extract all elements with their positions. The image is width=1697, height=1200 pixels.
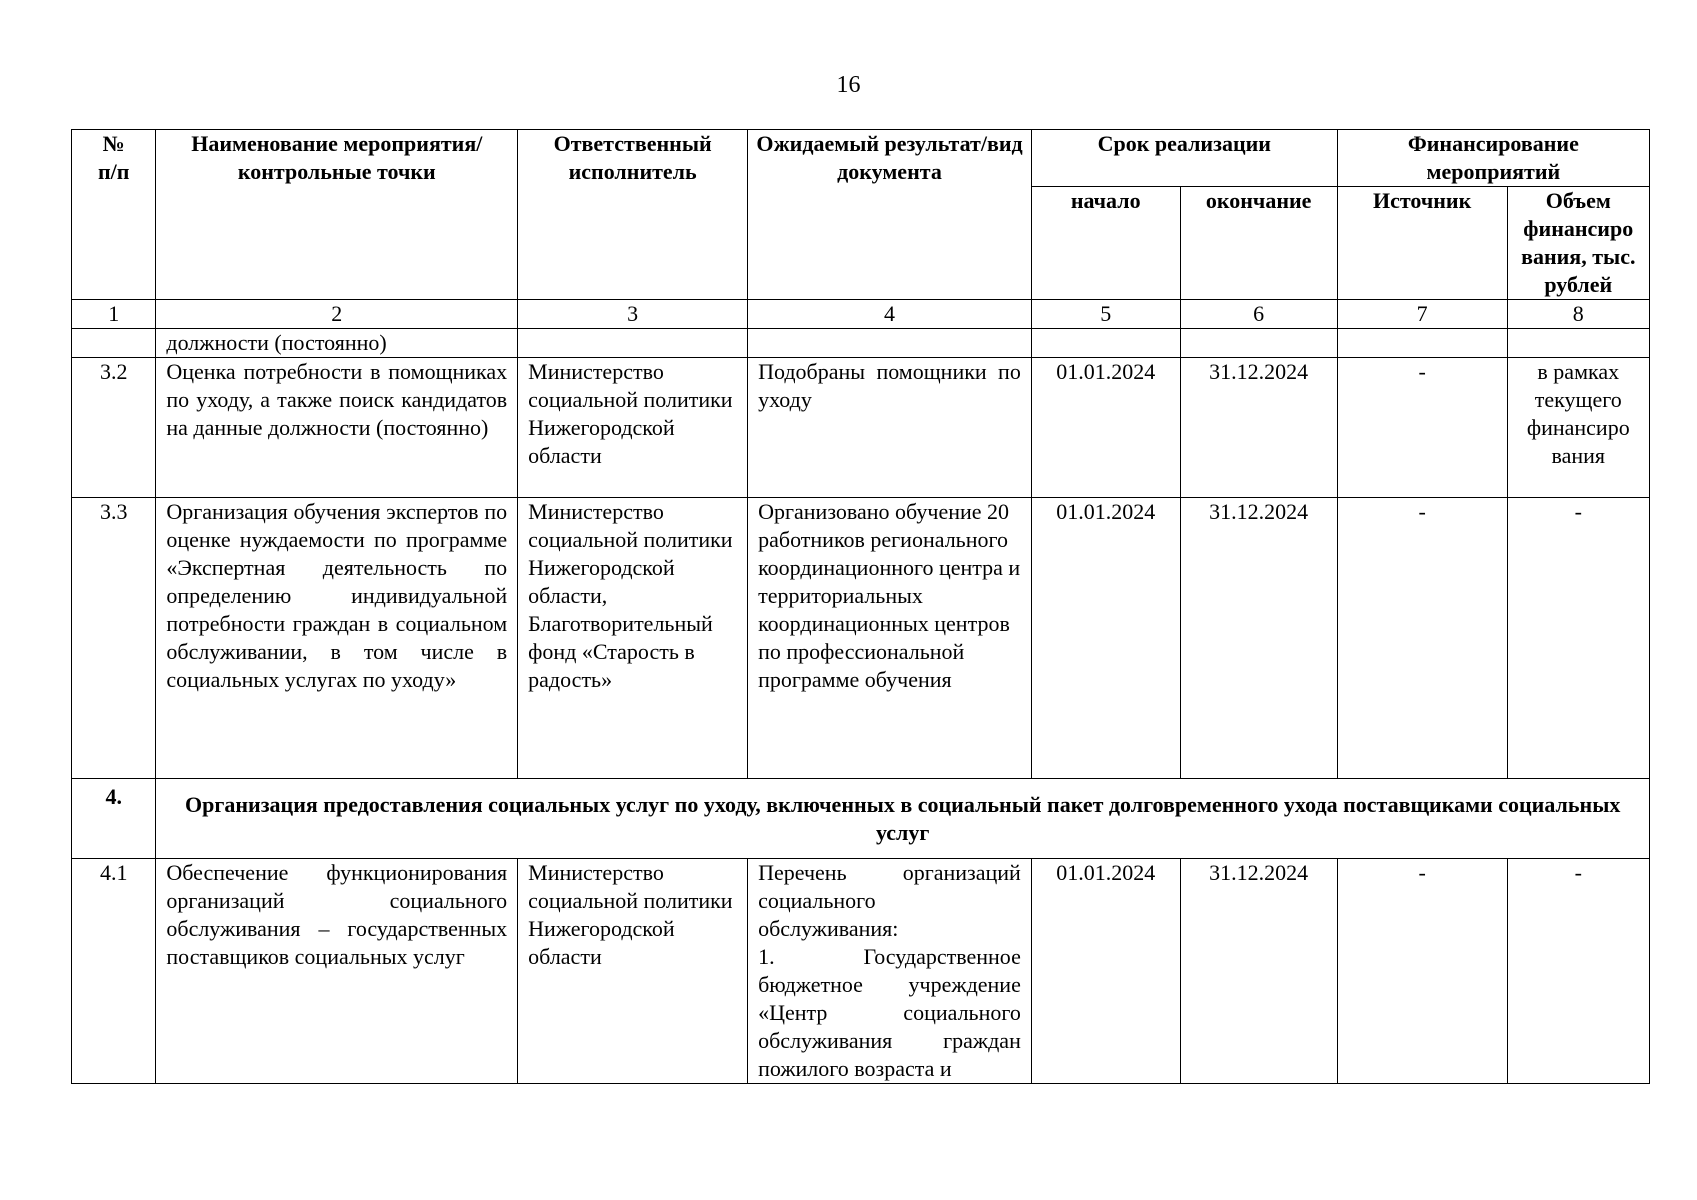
header-start: начало [1031, 187, 1180, 300]
row-name: Организация обучения экспертов по оценке нуждаемости по программе «Экспертная деятельность по определению индивидуальной потребности граждан в социальном обслуживании, в том числе в социальных услугах по уходу» [156, 498, 518, 779]
row-num: 3.2 [72, 358, 156, 498]
row-executor: Министерство социальной политики Нижегородской области, Благотворительный фонд «Старость в радость» [518, 498, 748, 779]
row-source: - [1337, 498, 1507, 779]
row-volume: - [1507, 498, 1649, 779]
row-end: 31.12.2024 [1180, 498, 1337, 779]
column-number: 4 [748, 300, 1032, 329]
row-start: 01.01.2024 [1031, 859, 1180, 1084]
row-end: 31.12.2024 [1180, 859, 1337, 1084]
column-number: 3 [518, 300, 748, 329]
row-executor: Министерство социальной политики Нижегородской области [518, 859, 748, 1084]
header-executor: Ответственный исполнитель [518, 130, 748, 300]
header-name: Наименование мероприятия/ контрольные точки [156, 130, 518, 300]
header-source: Источник [1337, 187, 1507, 300]
section-row-4 [72, 779, 1650, 859]
row-end: 31.12.2024 [1180, 358, 1337, 498]
column-number: 6 [1180, 300, 1337, 329]
activities-table [71, 129, 1650, 1084]
row-source: - [1337, 859, 1507, 1084]
row-result: Перечень организаций социального обслуживания: 1. Государственное бюджетное учреждение «Центр социального обслуживания граждан пожилого возраста и [748, 859, 1032, 1084]
continuation-row [72, 329, 1650, 358]
row-source: - [1337, 358, 1507, 498]
table-row-3-2 [72, 358, 1650, 498]
row-num: 3.3 [72, 498, 156, 779]
section-number: 4. [72, 779, 156, 859]
row-start: 01.01.2024 [1031, 498, 1180, 779]
column-number: 5 [1031, 300, 1180, 329]
header-result: Ожидаемый результат/вид документа [748, 130, 1032, 300]
header-financing: Финансирование мероприятий [1337, 130, 1649, 187]
header-term: Срок реализации [1031, 130, 1337, 187]
row-volume: - [1507, 859, 1649, 1084]
row-executor: Министерство социальной политики Нижегородской области [518, 358, 748, 498]
header-end: окончание [1180, 187, 1337, 300]
column-number: 7 [1337, 300, 1507, 329]
column-number: 8 [1507, 300, 1649, 329]
column-number: 1 [72, 300, 156, 329]
page-number: 16 [836, 72, 861, 98]
column-number: 2 [156, 300, 518, 329]
column-numbers-row [72, 300, 1650, 329]
table-row-3-3 [72, 498, 1650, 779]
row-result: Подобраны помощники по уходу [748, 358, 1032, 498]
row-result: Организовано обучение 20 работников регионального координационного центра и территориальных координационных центров по профессиональной программе обучения [748, 498, 1032, 779]
row-start: 01.01.2024 [1031, 358, 1180, 498]
header-volume: Объем финансиро вания, тыс. рублей [1507, 187, 1649, 300]
table-row-4-1 [72, 859, 1650, 1084]
row-name: Обеспечение функционирования организаций социального обслуживания – государственных поставщиков социальных услуг [156, 859, 518, 1084]
header-num: № п/п [72, 130, 156, 300]
row-volume: в рамках текущего финансиро вания [1507, 358, 1649, 498]
continuation-text: должности (постоянно) [156, 329, 518, 358]
row-num: 4.1 [72, 859, 156, 1084]
row-name: Оценка потребности в помощниках по уходу, а также поиск кандидатов на данные должности (постоянно) [156, 358, 518, 498]
section-title: Организация предоставления социальных услуг по уходу, включенных в социальный пакет долговременного ухода поставщиками социальных услуг [156, 779, 1650, 859]
